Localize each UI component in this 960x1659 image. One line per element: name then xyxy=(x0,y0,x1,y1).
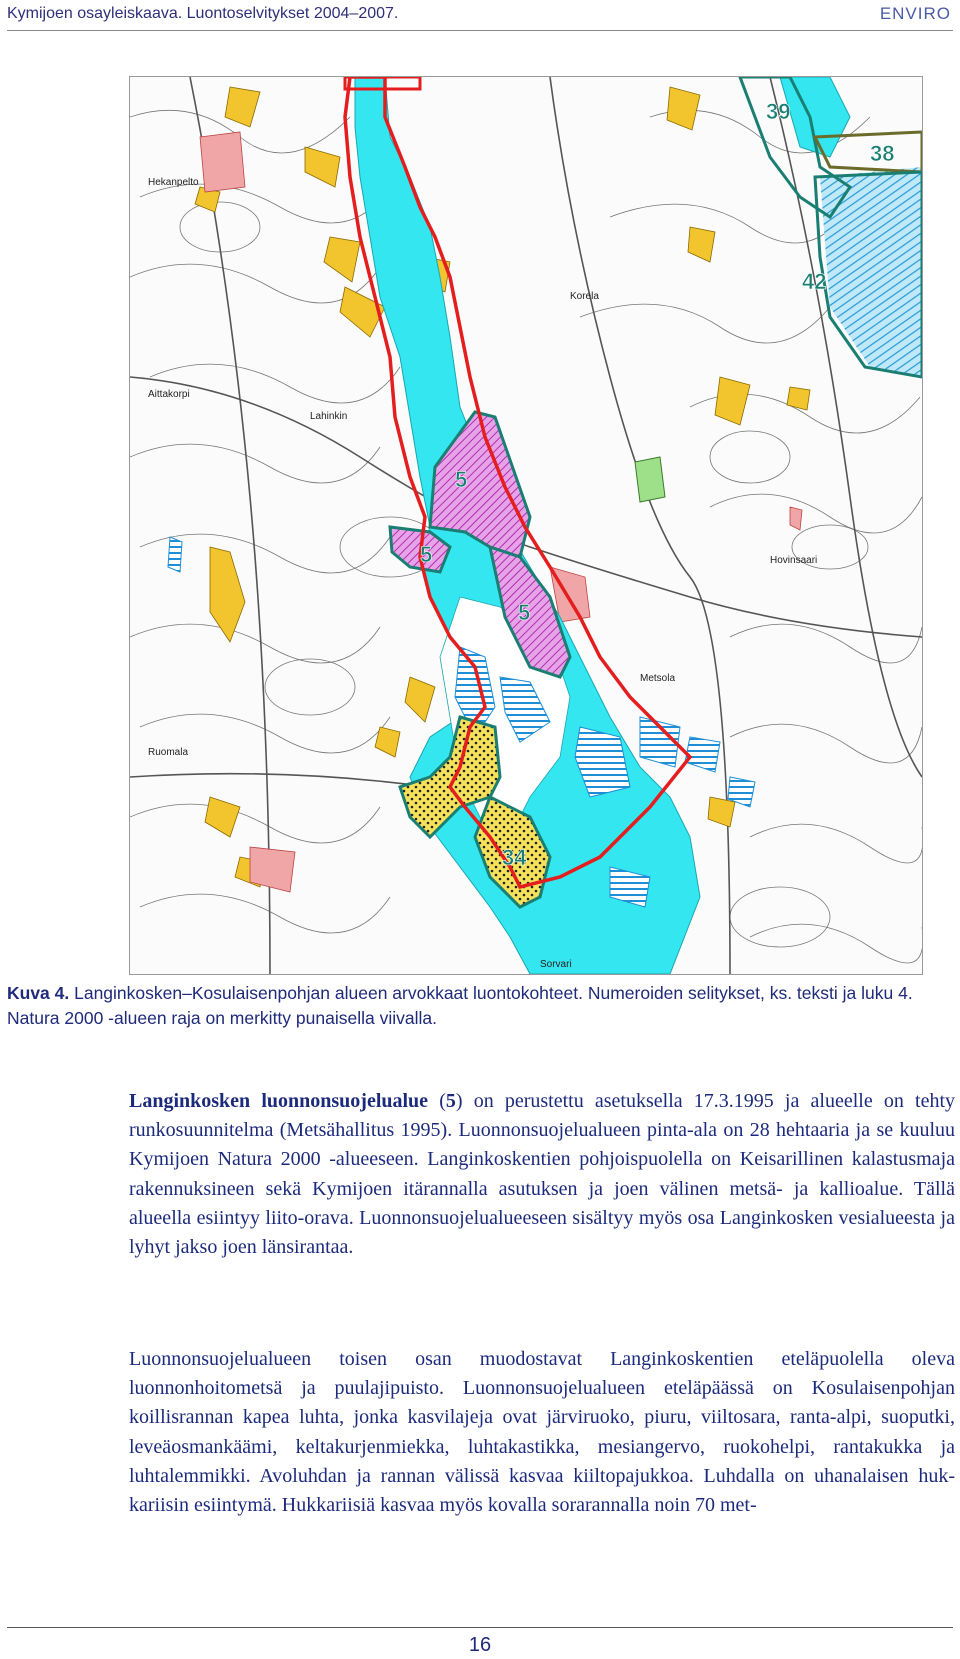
paragraph-1 xyxy=(129,1087,955,1262)
place-aittakorpi: Aittakorpi xyxy=(148,389,190,400)
area-42-fill xyxy=(820,167,922,377)
footer-divider xyxy=(7,1627,953,1628)
place-metsola: Metsola xyxy=(640,673,676,684)
paragraph-1-number: 5 xyxy=(445,1090,456,1112)
area-label-34: 34 xyxy=(502,845,527,870)
area-label-5b: 5 xyxy=(420,542,433,567)
map-svg xyxy=(130,77,922,974)
paragraph-1-open: ( xyxy=(428,1090,446,1112)
place-sorvari: Sorvari xyxy=(540,959,572,970)
paragraph-2: Luonnonsuojelualueen toisen osan muodostavat Langinkoskentien eteläpuolella oleva luonnonhoitometsä ja puulajipuisto. Luonnonsuojelualueen eteläpäässä on Kosulaisenpohjan koillisrannan kapea luhta, jonka kasvilajeja ovat järviruoko, piuru, viiltosara, ranta-alpi, suoputki, leveäosmankäämi, keltakurjenmiekka, luhtakastikka, mesiangervo, ruokohelpi, rantakukka ja luhtalemmikki. Avoluhdan ja rannan välissä kasvaa kiiltopajukkoa. Luhdalla on uhanalaisen hukkariisin esiintymä. Hukkariisiä kasvaa myös kovalla sorarannalla noin 70 met- xyxy=(129,1348,955,1517)
figure-caption xyxy=(7,981,953,1031)
page-number: 16 xyxy=(468,1634,492,1656)
caption-text: Langinkosken–Kosulaisenpohjan alueen arvokkaat luontokohteet. Numeroiden selitykset, ks. teksti ja luku 4. Natura 2000 -alueen raja on merkitty punaisella viivalla. xyxy=(7,983,913,1028)
area-label-39: 39 xyxy=(766,99,791,124)
place-lahinkin: Lahinkin xyxy=(310,411,348,422)
place-korela: Korela xyxy=(570,291,599,302)
paragraph-1-text: ) on perustettu asetuksella 17.3.1995 ja alueelle on tehty runkosuunnitelma (Metsähallitus 1995). Luonnonsuojelualueen pinta-ala on 28 hehtaaria ja se kuuluu Kymijoen Natura 2000 -alueeseen. Langinkoskentien pohjoispuolella on Keisarillinen kalastusmaja rakennuksineen sekä Kymijoen itärannalla asutuksen ja joen välinen metsä- ja kallioalue. Tällä alueella esiintyy liito-orava. Luonnonsuojelualueeseen sisältyy myös osa Langinkosken vesialueesta ja lyhyt jakso joen länsirantaa. xyxy=(129,1090,956,1259)
map-figure xyxy=(129,76,923,975)
area-label-42: 42 xyxy=(802,269,827,294)
header-title: Kymijoen osayleiskaava. Luontoselvitykset 2004–2007. xyxy=(7,5,399,22)
area-label-5c: 5 xyxy=(518,600,531,625)
place-ruomala: Ruomala xyxy=(148,747,189,758)
place-hovinsaari: Hovinsaari xyxy=(770,555,818,566)
page-header xyxy=(7,0,953,31)
green-habitat xyxy=(635,457,665,502)
caption-label: Kuva 4. xyxy=(7,983,70,1003)
area-label-38: 38 xyxy=(870,141,895,166)
paragraph-1-title: Langinkosken luonnonsuojelualue xyxy=(129,1090,429,1112)
area-label-5a: 5 xyxy=(455,467,468,492)
place-hekanpelto: Hekanpelto xyxy=(148,177,199,188)
enviro-logo: ENVIRO xyxy=(879,4,951,23)
